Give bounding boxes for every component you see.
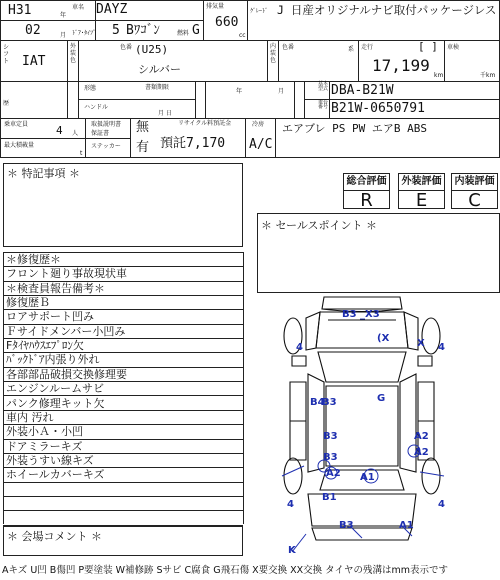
mark-b3-mid: B3: [323, 431, 338, 442]
exterior-grade-value: E: [415, 190, 428, 211]
repair-row: [3, 497, 243, 511]
repair-row: フロント廻り事故現状車: [3, 267, 243, 281]
mileage-value: 17,199: [372, 56, 430, 75]
mark-x-front: (X: [377, 333, 390, 344]
special-notes-title: ＊ 特記事項 ＊: [7, 167, 80, 180]
grade-value: J 日産オリジナルナビ取付パッケージレス: [277, 3, 497, 17]
history-label: 歴: [2, 100, 9, 107]
model-code-value: DBA-B21W: [331, 83, 394, 98]
repair-row: ロアサポート凹み: [3, 310, 243, 324]
manual-value: 無: [136, 120, 150, 135]
repair-row: 外装小Ａ・小凹: [3, 425, 243, 439]
repair-row: 修復歴Ｂ: [3, 296, 243, 310]
month-value: 02: [25, 23, 41, 38]
doors-value: 5: [112, 23, 120, 38]
interior-label: 内装色: [269, 43, 276, 64]
load-label: 最大積載量: [4, 142, 35, 149]
fuel-label: 燃料: [177, 30, 190, 37]
recycle-label: リサイクル料預託金: [178, 120, 232, 127]
mark-b3x3: B3 _X3: [342, 309, 380, 320]
overall-grade-value: R: [360, 190, 373, 211]
meter-bracket: [ ]: [418, 40, 438, 53]
repair-row: 車内 汚れ: [3, 411, 243, 425]
mark-a2-left: A2: [326, 468, 341, 479]
inspection-unit: 千km: [480, 72, 496, 79]
repair-row: Fﾀｲﾔﾊｳｽｴﾌﾟﾛﾝ欠: [3, 339, 243, 353]
overall-grade-label: 総合評価: [344, 174, 389, 191]
mark-x-right: X: [417, 338, 425, 349]
mark-tire-rl: 4: [287, 499, 294, 510]
displacement-value: 660: [215, 15, 239, 30]
legend: Aキズ U凹 B傷凹 P要塗装 W補修跡 Sサビ C腐食 G飛石傷 X要交換 XX交換 タイヤの残溝はmm表示です: [2, 565, 448, 576]
repair-row: Ｆサイドメンバー小凹み: [3, 325, 243, 339]
interior-grade-label: 内装評価: [452, 174, 497, 191]
repair-row: 外装うすい線キズ: [3, 454, 243, 468]
repair-row: ＊修復歴＊: [3, 253, 243, 267]
exterior-color-label: 色番: [120, 44, 133, 51]
model-value: DAYZ: [96, 2, 128, 17]
mark-b3-low: B3: [323, 452, 338, 463]
form-label: 形態: [84, 85, 97, 92]
mark-a1-center: A1: [360, 472, 375, 483]
color-name-value: シルバー: [138, 63, 181, 76]
chassis-value: B21W-0650791: [331, 101, 425, 116]
repair-row: ホイールカバーキズ: [3, 468, 243, 482]
model-code-label: 基本型式: [318, 81, 329, 92]
fuel-value: G: [192, 23, 200, 38]
grade-label: ｸﾞﾚｰﾄﾞ: [250, 8, 269, 15]
body-type-value: Bﾜｺﾞﾝ: [126, 23, 160, 38]
mark-b4: B4: [310, 397, 325, 408]
repair-row: ドアミラーキズ: [3, 440, 243, 454]
mark-b3-rear: B3: [339, 520, 354, 531]
interior-color-unit: 系: [348, 46, 355, 53]
shift-value: IAT: [22, 54, 46, 69]
inspection-label: 車検: [447, 44, 460, 51]
mark-a2-right-low: A2: [414, 447, 429, 458]
shift-label: シフト: [2, 44, 9, 65]
overall-grade: [343, 173, 390, 209]
chassis-label: 車台番号: [318, 100, 329, 110]
exterior-label: 外装色: [69, 43, 76, 64]
repair-row: ﾊﾞｯｸﾄﾞｱ内張り外れ: [3, 353, 243, 367]
capacity-label: 乗車定員: [4, 121, 29, 128]
cert-month-day: 月 日: [158, 110, 172, 117]
mark-k: K: [288, 545, 296, 556]
displacement-label: 排気量: [206, 3, 225, 10]
manual-label: 取扱説明書: [91, 121, 122, 128]
repair-row: 各部部品破損交換修理要: [3, 368, 243, 382]
sales-point-title: ＊ セールスポイント ＊: [261, 219, 378, 232]
capacity-value: 4: [56, 124, 63, 137]
repair-row: [3, 483, 243, 497]
sticker-value: 有: [136, 140, 150, 155]
ac-value: A/C: [249, 137, 273, 152]
reg-month-label: 月: [278, 88, 285, 95]
handle-label: ハンドル: [84, 104, 109, 111]
load-unit: t: [80, 150, 83, 157]
exterior-grade: [398, 173, 445, 209]
repair-row: エンジンルームサビ: [3, 382, 243, 396]
capacity-unit: 人: [72, 130, 79, 137]
mark-a2-right: A2: [414, 431, 429, 442]
interior-color-label: 色番: [282, 44, 295, 51]
equipment-value: エアブレ PS PW エアB ABS: [282, 122, 428, 135]
year-value: H31: [8, 3, 32, 18]
doors-label: ﾄﾞｱ･ﾀｲﾌﾟ: [72, 30, 97, 37]
repair-row: ＊検査員報告備考＊: [3, 282, 243, 296]
repair-row: パンク修理キット欠: [3, 397, 243, 411]
mark-g: G: [377, 393, 386, 404]
warranty-label: 保証書: [91, 130, 110, 137]
mark-tire-fl: 4: [296, 342, 303, 353]
color-code-value: (U25): [135, 43, 169, 56]
exterior-grade-label: 外装評価: [399, 174, 444, 191]
cert-label: 書類期限: [145, 84, 170, 91]
mark-b1: B1: [322, 492, 337, 503]
recycle-value: 預託7,170: [160, 136, 226, 151]
mileage-label: 走行: [361, 44, 374, 51]
sticker-label: ステッカー: [91, 143, 121, 150]
reg-year-label: 年: [236, 88, 243, 95]
interior-grade: [451, 173, 498, 209]
month-suffix: 月: [60, 32, 67, 39]
ac-label: 冷房: [252, 121, 265, 128]
mileage-unit: km: [434, 72, 444, 79]
repair-row: [3, 511, 243, 525]
mark-tire-fr: 4: [438, 342, 445, 353]
mark-a1-rear: A1: [399, 520, 414, 531]
venue-comment-title: ＊ 会場コメント ＊: [7, 530, 102, 543]
mark-tire-rr: 4: [438, 499, 445, 510]
model-label: 車名: [72, 4, 85, 11]
interior-grade-value: C: [468, 190, 481, 211]
mark-b3-left: B3: [322, 397, 337, 408]
car-diagram: [262, 290, 462, 562]
year-suffix: 年: [60, 12, 67, 19]
cc-unit: cc: [239, 32, 246, 39]
